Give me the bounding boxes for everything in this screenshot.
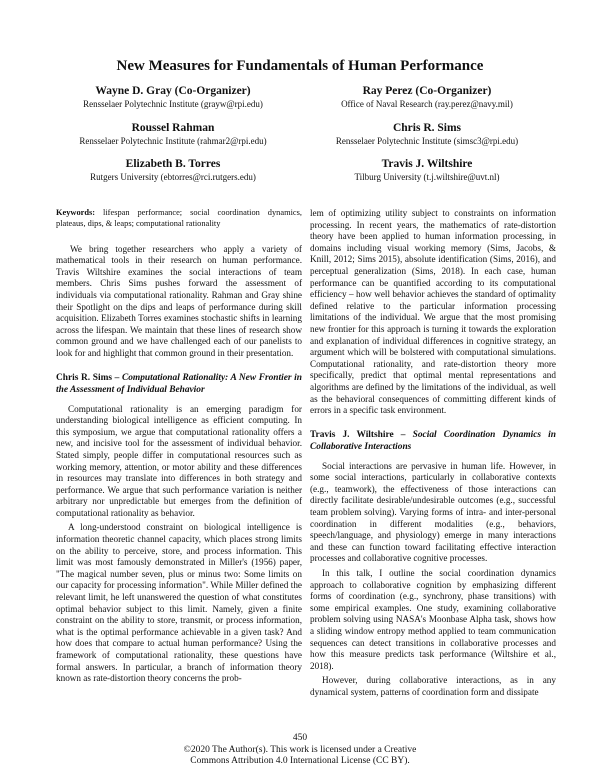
paragraph: A long-understood constraint on biological intelligence is information theoretic channel capacity, which places strong limits on the ability to perceive, store, and process information. This limit was most famously demonstrated in Miller's (1956) paper, "The magical number seven, plus or minus two: Some limits on our capacity for processing information". While Miller defined the relevant limit, he left unanswered the question of what constitutes optimal behavior subject to this limit. Namely, given a finite constraint on the ability to store, transmit, or process information, what is the optimal performance achievable in a given task? And how does that compare to actual human performance? Using the framework of computational rationality, these questions have formal answers. In particular, a branch of information theory known as rate-distortion theory concerns the prob- (56, 522, 302, 684)
author-affiliation: Rensselaer Polytechnic Institute (grayw@rpi.edu) (83, 99, 263, 109)
paper-title: New Measures for Fundamentals of Human Performance (116, 58, 484, 74)
section-author: Travis J. Wiltshire – (310, 429, 406, 440)
paragraph: Social interactions are pervasive in human life. However, in some social interactions, particularly in collaborative contexts (e.g., teamwork), the effectiveness of those interactions can directly facilitate desirable/undesirable outcomes (e.g., successful team problem solving). Varying forms of intra- and inter-personal coordination in different modalities (e.g., behaviors, speech/language, and physiology) emerge in many interactions and these can function toward facilitating effective interaction processes and collaborative cognitive processes. (310, 460, 556, 564)
author-block (302, 84, 552, 110)
author-block (48, 84, 298, 110)
keywords (56, 208, 302, 230)
license-footer (0, 745, 600, 767)
keywords-text: lifespan performance; social coordination dynamics, plateaus, dips, & leaps; computational rationality (56, 208, 302, 228)
author-affiliation: Rutgers University (ebtorres@rci.rutgers.edu) (90, 172, 256, 182)
author-affiliation: Rensselaer Polytechnic Institute (simsc3@rpi.edu) (335, 136, 519, 146)
keywords-label: Keywords: (56, 208, 96, 217)
right-column (310, 208, 556, 699)
section-heading (56, 372, 302, 396)
paragraph: In this talk, I outline the social coordination dynamics approach to collaborative cognition by emphasizing different forms of coordination (e.g., synchrony, phase transitions) with some empirical examples. One study, examining collaborative problem solving using NASA's Moonbase Alpha task, shows how a sliding window entropy method applied to team communication sequences can detect transitions in collaborative processes and how this measure predicts task performance (Wiltshire et al., 2018). (310, 568, 556, 671)
author-name: Wayne D. Gray (Co-Organizer) (95, 85, 251, 97)
author-affiliation: Tilburg University (t.j.wiltshire@uvt.nl) (354, 172, 500, 182)
author-block (302, 157, 552, 183)
paragraph-continued: lem of optimizing utility subject to constraints on information processing. In recent years, the mathematics of rate-distortion theory have been applied to human information processing, in domains including visual working memory (Sims, Jacobs, & Knill, 2012; Sims 2015), absolute identification (Sims, 2016), and perceptual generalization (Sims, 2018). In each case, human performance can be quantified according to its computational efficiency – how well behavior achieves the standard of optimality defined relative to the particular information processing limitations of the individual. We argue that the most promising new frontier for this approach is turning it towards the exploration and explanation of individual differences in cognitive strategy, an argument which will be bolstered with computational simulations. Computational rationality, and rate-distortion theory more specifically, predict that optimal mental representations and algorithms are defined by the limitations of the individual, as well as the behavioral consequences of committing different kinds of errors in a specific task environment. (310, 208, 556, 416)
author-name: Ray Perez (Co-Organizer) (362, 85, 492, 97)
author-block (48, 157, 298, 183)
license-line: ©2020 The Author(s). This work is licensed under a Creative (183, 745, 417, 755)
author-block (302, 121, 552, 147)
section-heading (310, 429, 556, 453)
page-number: 450 (292, 733, 308, 743)
author-name: Roussel Rahman (131, 122, 215, 134)
paragraph: Computational rationality is an emerging paradigm for understanding biological intelligence as efficient computing. In this symposium, we argue that computational rationality offers a new, and incisive tool for the assessment of individual behavior. Stated simply, people differ in computational resources such as working memory, attention, or motor ability and these differences in resources may translate into differences in both strategy and performance. We argue that such performance variation is neither arbitrary nor unpredictable but emerges from the definition of computational rationality as behavior. (56, 403, 302, 518)
author-affiliation: Office of Naval Research (ray.perez@navy.mil) (341, 99, 513, 109)
author-name: Chris R. Sims (392, 122, 462, 134)
section-title: Computational Rationality: A New Frontier in the Assessment of Individual Behavior (56, 372, 302, 395)
paragraph: However, during collaborative interactions, as in any dynamical system, patterns of coordination form and dissipate (310, 675, 556, 697)
author-block (48, 121, 298, 147)
abstract: We bring together researchers who apply a variety of mathematical tools in their research on human performance. Travis Wiltshire examines the social interactions of team members. Chris Sims pushes forward the assessment of individuals via computational rationality. Rahman and Gray shine their Spotlight on the dips and leaps of performance during skill acquisition. Elizabeth Torres examines stochastic shifts in learning across the lifespan. We maintain that these lines of research show common ground and we have challenged each of our panelists to look for and highlight that common ground in their presentation. (56, 243, 302, 358)
license-line: Commons Attribution 4.0 International License (CC BY). (190, 756, 410, 766)
author-name: Travis J. Wiltshire (381, 158, 473, 170)
left-column (56, 208, 302, 685)
author-affiliation: Rensselaer Polytechnic Institute (rahmar2@rpi.edu) (79, 136, 267, 146)
author-name: Elizabeth B. Torres (125, 158, 221, 170)
section-title: Social Coordination Dynamics in Collaborative Interactions (310, 429, 556, 452)
section-author: Chris R. Sims – (56, 372, 120, 383)
